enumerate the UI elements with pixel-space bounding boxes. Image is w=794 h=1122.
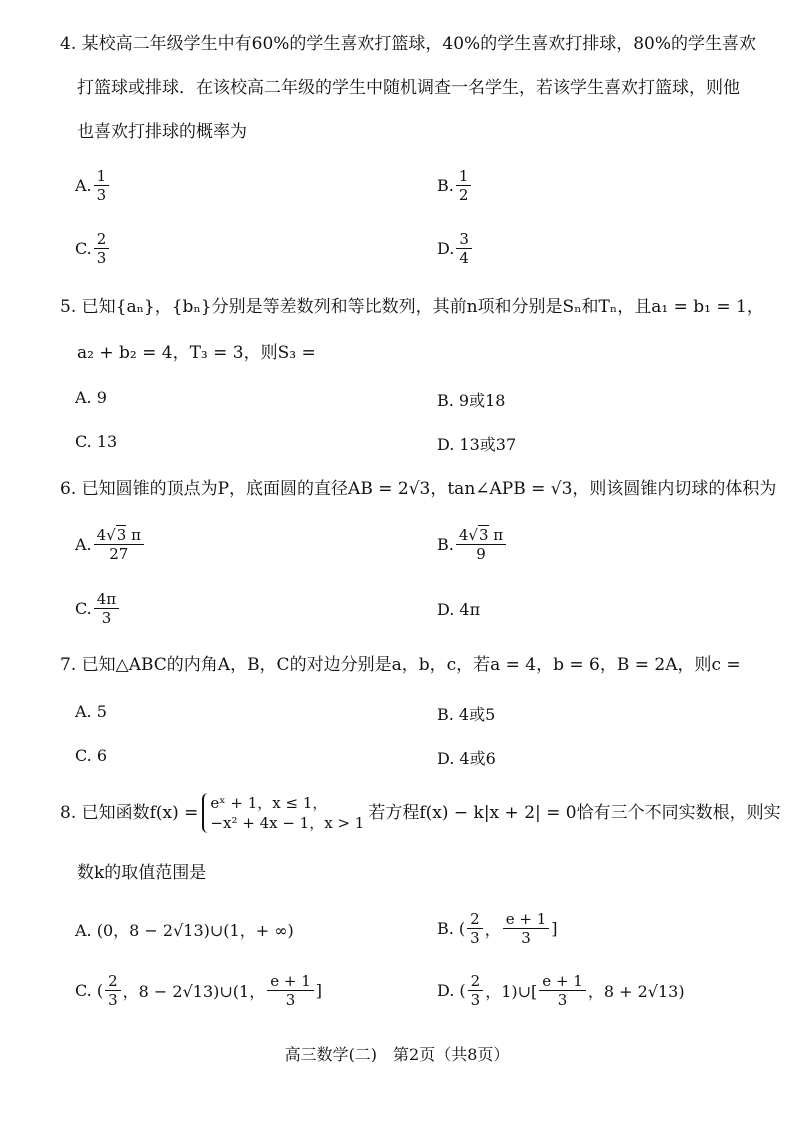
q8-option-c: C. ( $\frac{2}{3}$ ，8 − 2√13)∪(1， $\frac{e + 1}{3}$ ]: [75, 972, 322, 1009]
q5-line2: a₂ + b₂ = 4，T₃ = 3，则S₃ =: [77, 343, 316, 363]
q7-option-a: A. 5: [75, 702, 107, 721]
q4-line3: 也喜欢打排球的概率为: [77, 122, 247, 142]
q6-option-d: D. 4π: [437, 600, 481, 619]
q8-option-a: A. (0，8 − 2√13)∪(1，+ ∞): [75, 921, 294, 940]
q4-option-d: D. $\frac{3}{4}$: [437, 230, 474, 267]
q8-option-d: D. ( $\frac{2}{3}$ ，1)∪[ $\frac{e + 1}{3}$ ，8 + 2√13): [437, 972, 685, 1009]
fraction: $\frac{4√3 \pi}{27}$: [94, 526, 144, 563]
q4-line2: 打篮球或排球．在该校高二年级的学生中随机调查一名学生，若该学生喜欢打篮球，则他: [77, 78, 740, 98]
q8-option-b: B. ( $\frac{2}{3}$ ， $\frac{e + 1}{3}$ ]: [437, 910, 558, 947]
q4-line1: 4. 某校高二年级学生中有60%的学生喜欢打篮球，40%的学生喜欢打排球，80%的学生喜欢: [60, 34, 756, 54]
q4-option-c: C. $\frac{2}{3}$: [75, 230, 111, 267]
q6-line1: 6. 已知圆锥的顶点为P，底面圆的直径AB = 2√3，tan∠APB = √3，则该圆锥内切球的体积为: [60, 479, 777, 499]
q7-option-d: D. 4或6: [437, 749, 496, 768]
q7-line1: 7. 已知△ABC的内角A，B，C的对边分别是a，b，c，若a = 4，b = 6，B = 2A，则c =: [60, 655, 741, 675]
fraction: $\frac{3}{4}$: [456, 230, 472, 267]
q8-line2: 数k的取值范围是: [77, 863, 207, 883]
piecewise-function: eˣ + 1，x ≤ 1， −x² + 4x − 1，x > 1: [202, 793, 364, 833]
page-footer: 高三数学(二) 第2页（共8页）: [284, 1045, 510, 1064]
q7-option-b: B. 4或5: [437, 705, 496, 724]
q5-line1: 5. 已知{aₙ}，{bₙ}分别是等差数列和等比数列，其前n项和分别是Sₙ和Tₙ，且a₁ = b₁ = 1，: [60, 297, 764, 317]
q6-option-b: B. $\frac{4√3 \pi}{9}$: [437, 526, 508, 563]
q5-option-a: A. 9: [75, 388, 107, 407]
q7-option-c: C. 6: [75, 746, 108, 765]
fraction: $\frac{4√3 \pi}{9}$: [456, 526, 506, 563]
fraction: $\frac{1}{2}$: [456, 167, 472, 204]
fraction: $\frac{1}{3}$: [94, 167, 110, 204]
fraction: $\frac{2}{3}$: [94, 230, 110, 267]
q6-option-c: C. $\frac{4\pi}{3}$: [75, 590, 121, 627]
q4-option-a: A. $\frac{1}{3}$: [75, 167, 111, 204]
q6-option-a: A. $\frac{4√3 \pi}{27}$: [75, 526, 146, 563]
q5-option-b: B. 9或18: [437, 391, 506, 410]
q8-line1: 8. 已知函数f(x) = eˣ + 1，x ≤ 1， −x² + 4x − 1，x > 1 若方程f(x) − k|x + 2| = 0恰有三个不同实数根，则实: [60, 794, 781, 832]
fraction: $\frac{4\pi}{3}$: [94, 590, 119, 627]
q5-option-c: C. 13: [75, 432, 118, 451]
q5-option-d: D. 13或37: [437, 435, 517, 454]
q4-option-b: B. $\frac{1}{2}$: [437, 167, 473, 204]
